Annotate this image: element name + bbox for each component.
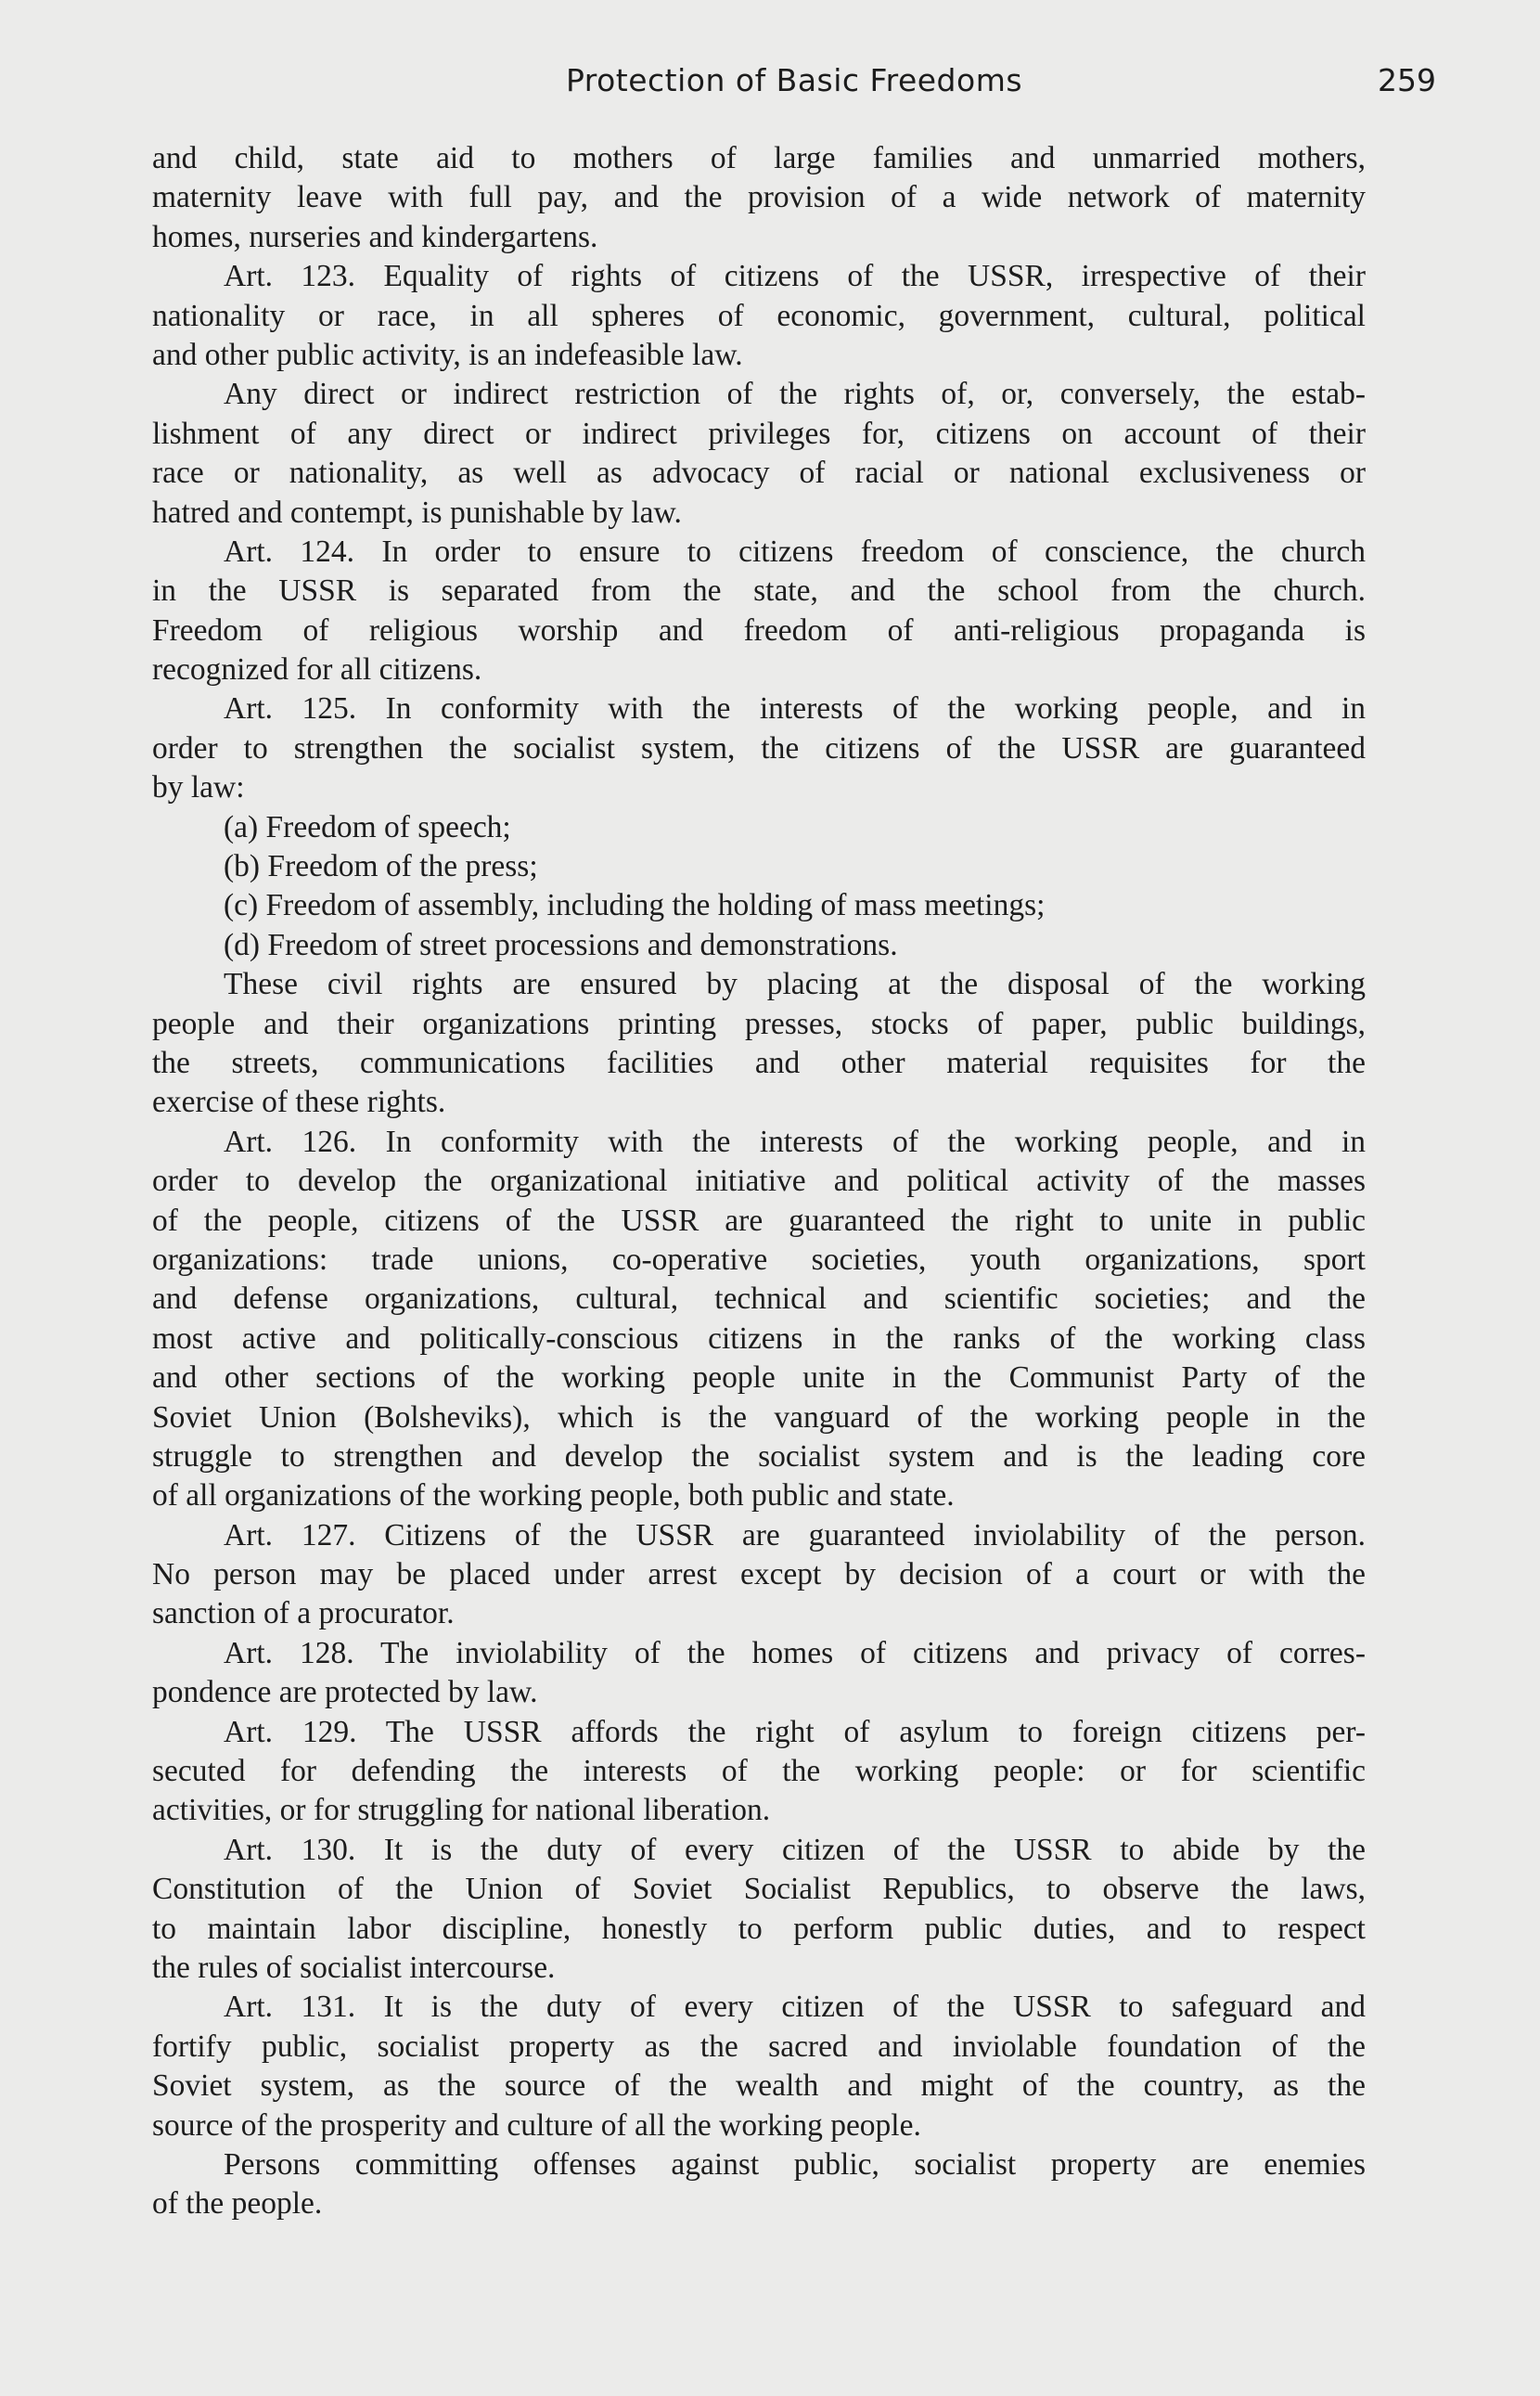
text-line: recognized for all citizens.: [152, 652, 482, 688]
text-line: Art. 128. The inviolability of the homes of citizens and privacy of corres-: [224, 1635, 1366, 1670]
text-line: race or nationality, as well as advocacy of racial or national exclusiveness or: [152, 456, 1366, 491]
text-line: the streets, communications facilities and other material requisites for the: [152, 1045, 1366, 1080]
text-line: Art. 129. The USSR affords the right of asylum to foreign citizens per-: [224, 1714, 1366, 1749]
text-line: by law:: [152, 770, 245, 805]
text-line: Art. 131. It is the duty of every citizen of the USSR to safeguard and: [224, 1990, 1366, 2025]
text-line: maternity leave with full pay, and the provision of a wide network of maternity: [152, 180, 1366, 215]
text-line: of the people, citizens of the USSR are guaranteed the right to unite in public: [152, 1203, 1366, 1238]
text-line: struggle to strengthen and develop the socialist system and is the leading core: [152, 1438, 1366, 1474]
text-line: source of the prosperity and culture of all the working people.: [152, 2107, 921, 2143]
text-line: people and their organizations printing presses, stocks of paper, public buildings,: [152, 1006, 1366, 1041]
text-line: and defense organizations, cultural, technical and scientific societies; and the: [152, 1282, 1366, 1317]
text-line: hatred and contempt, is punishable by law.: [152, 495, 682, 530]
text-line: fortify public, socialist property as the sacred and inviolable foundation of the: [152, 2029, 1366, 2064]
text-line: homes, nurseries and kindergartens.: [152, 219, 598, 254]
text-line: activities, or for struggling for national liberation.: [152, 1793, 771, 1828]
text-line: and child, state aid to mothers of large families and unmarried mothers,: [152, 141, 1366, 175]
text-line: organizations: trade unions, co-operative societies, youth organizations, sport: [152, 1242, 1366, 1277]
text-line: in the USSR is separated from the state, and the school from the church.: [152, 573, 1366, 609]
text-line: Persons committing offenses against public, socialist property are enemies: [224, 2146, 1366, 2182]
list-item: (d) Freedom of street processions and demonstrations.: [224, 927, 898, 962]
text-line: Soviet system, as the source of the wealth and might of the country, as the: [152, 2068, 1366, 2104]
text-line: No person may be placed under arrest except by decision of a court or with the: [152, 1557, 1366, 1592]
text-line: of all organizations of the working people, both public and state.: [152, 1478, 955, 1514]
list-item: (a) Freedom of speech;: [224, 809, 511, 844]
text-line: most active and politically-conscious citizens in the ranks of the working class: [152, 1320, 1366, 1356]
text-line: and other public activity, is an indefeasible law.: [152, 337, 743, 372]
text-line: the rules of socialist intercourse.: [152, 1950, 556, 1985]
text-line: exercise of these rights.: [152, 1085, 446, 1120]
text-line: to maintain labor discipline, honestly to perform public duties, and to respect: [152, 1911, 1366, 1946]
text-line: Art. 123. Equality of rights of citizens of the USSR, irrespective of their: [224, 259, 1366, 294]
text-line: Freedom of religious worship and freedom of anti-religious propaganda is: [152, 612, 1366, 648]
text-line: Soviet Union (Bolsheviks), which is the vanguard of the working people in the: [152, 1399, 1366, 1435]
text-line: sanction of a procurator.: [152, 1596, 455, 1631]
page-number: 259: [1378, 62, 1436, 98]
list-item: (c) Freedom of assembly, including the holding of mass meetings;: [224, 888, 1046, 923]
text-line: secuted for defending the interests of the working people: or for scientific: [152, 1754, 1366, 1789]
list-item: (b) Freedom of the press;: [224, 849, 538, 884]
body-text: [152, 139, 1366, 2224]
running-head: [152, 58, 1436, 104]
text-line: of the people.: [152, 2186, 323, 2222]
text-line: Any direct or indirect restriction of the rights of, or, conversely, the estab-: [224, 377, 1366, 412]
text-line: Art. 124. In order to ensure to citizens freedom of conscience, the church: [224, 534, 1366, 569]
text-line: Art. 126. In conformity with the interests of the working people, and in: [224, 1124, 1366, 1159]
text-line: order to develop the organizational initiative and political activity of the masses: [152, 1164, 1366, 1199]
text-line: order to strengthen the socialist system, the citizens of the USSR are guaranteed: [152, 730, 1366, 766]
text-line: Art. 130. It is the duty of every citizen of the USSR to abide by the: [224, 1832, 1366, 1867]
text-line: Art. 125. In conformity with the interests of the working people, and in: [224, 691, 1366, 727]
text-line: pondence are protected by law.: [152, 1675, 538, 1710]
text-line: Art. 127. Citizens of the USSR are guaranteed inviolability of the person.: [224, 1517, 1366, 1552]
running-title: Protection of Basic Freedoms: [565, 62, 1023, 98]
text-line: lishment of any direct or indirect privileges for, citizens on account of their: [152, 416, 1366, 451]
text-line: These civil rights are ensured by placing at the disposal of the working: [224, 967, 1366, 1002]
text-line: Constitution of the Union of Soviet Socialist Republics, to observe the laws,: [152, 1872, 1366, 1907]
text-line: and other sections of the working people unite in the Communist Party of the: [152, 1360, 1366, 1396]
text-line: nationality or race, in all spheres of economic, government, cultural, political: [152, 298, 1366, 333]
